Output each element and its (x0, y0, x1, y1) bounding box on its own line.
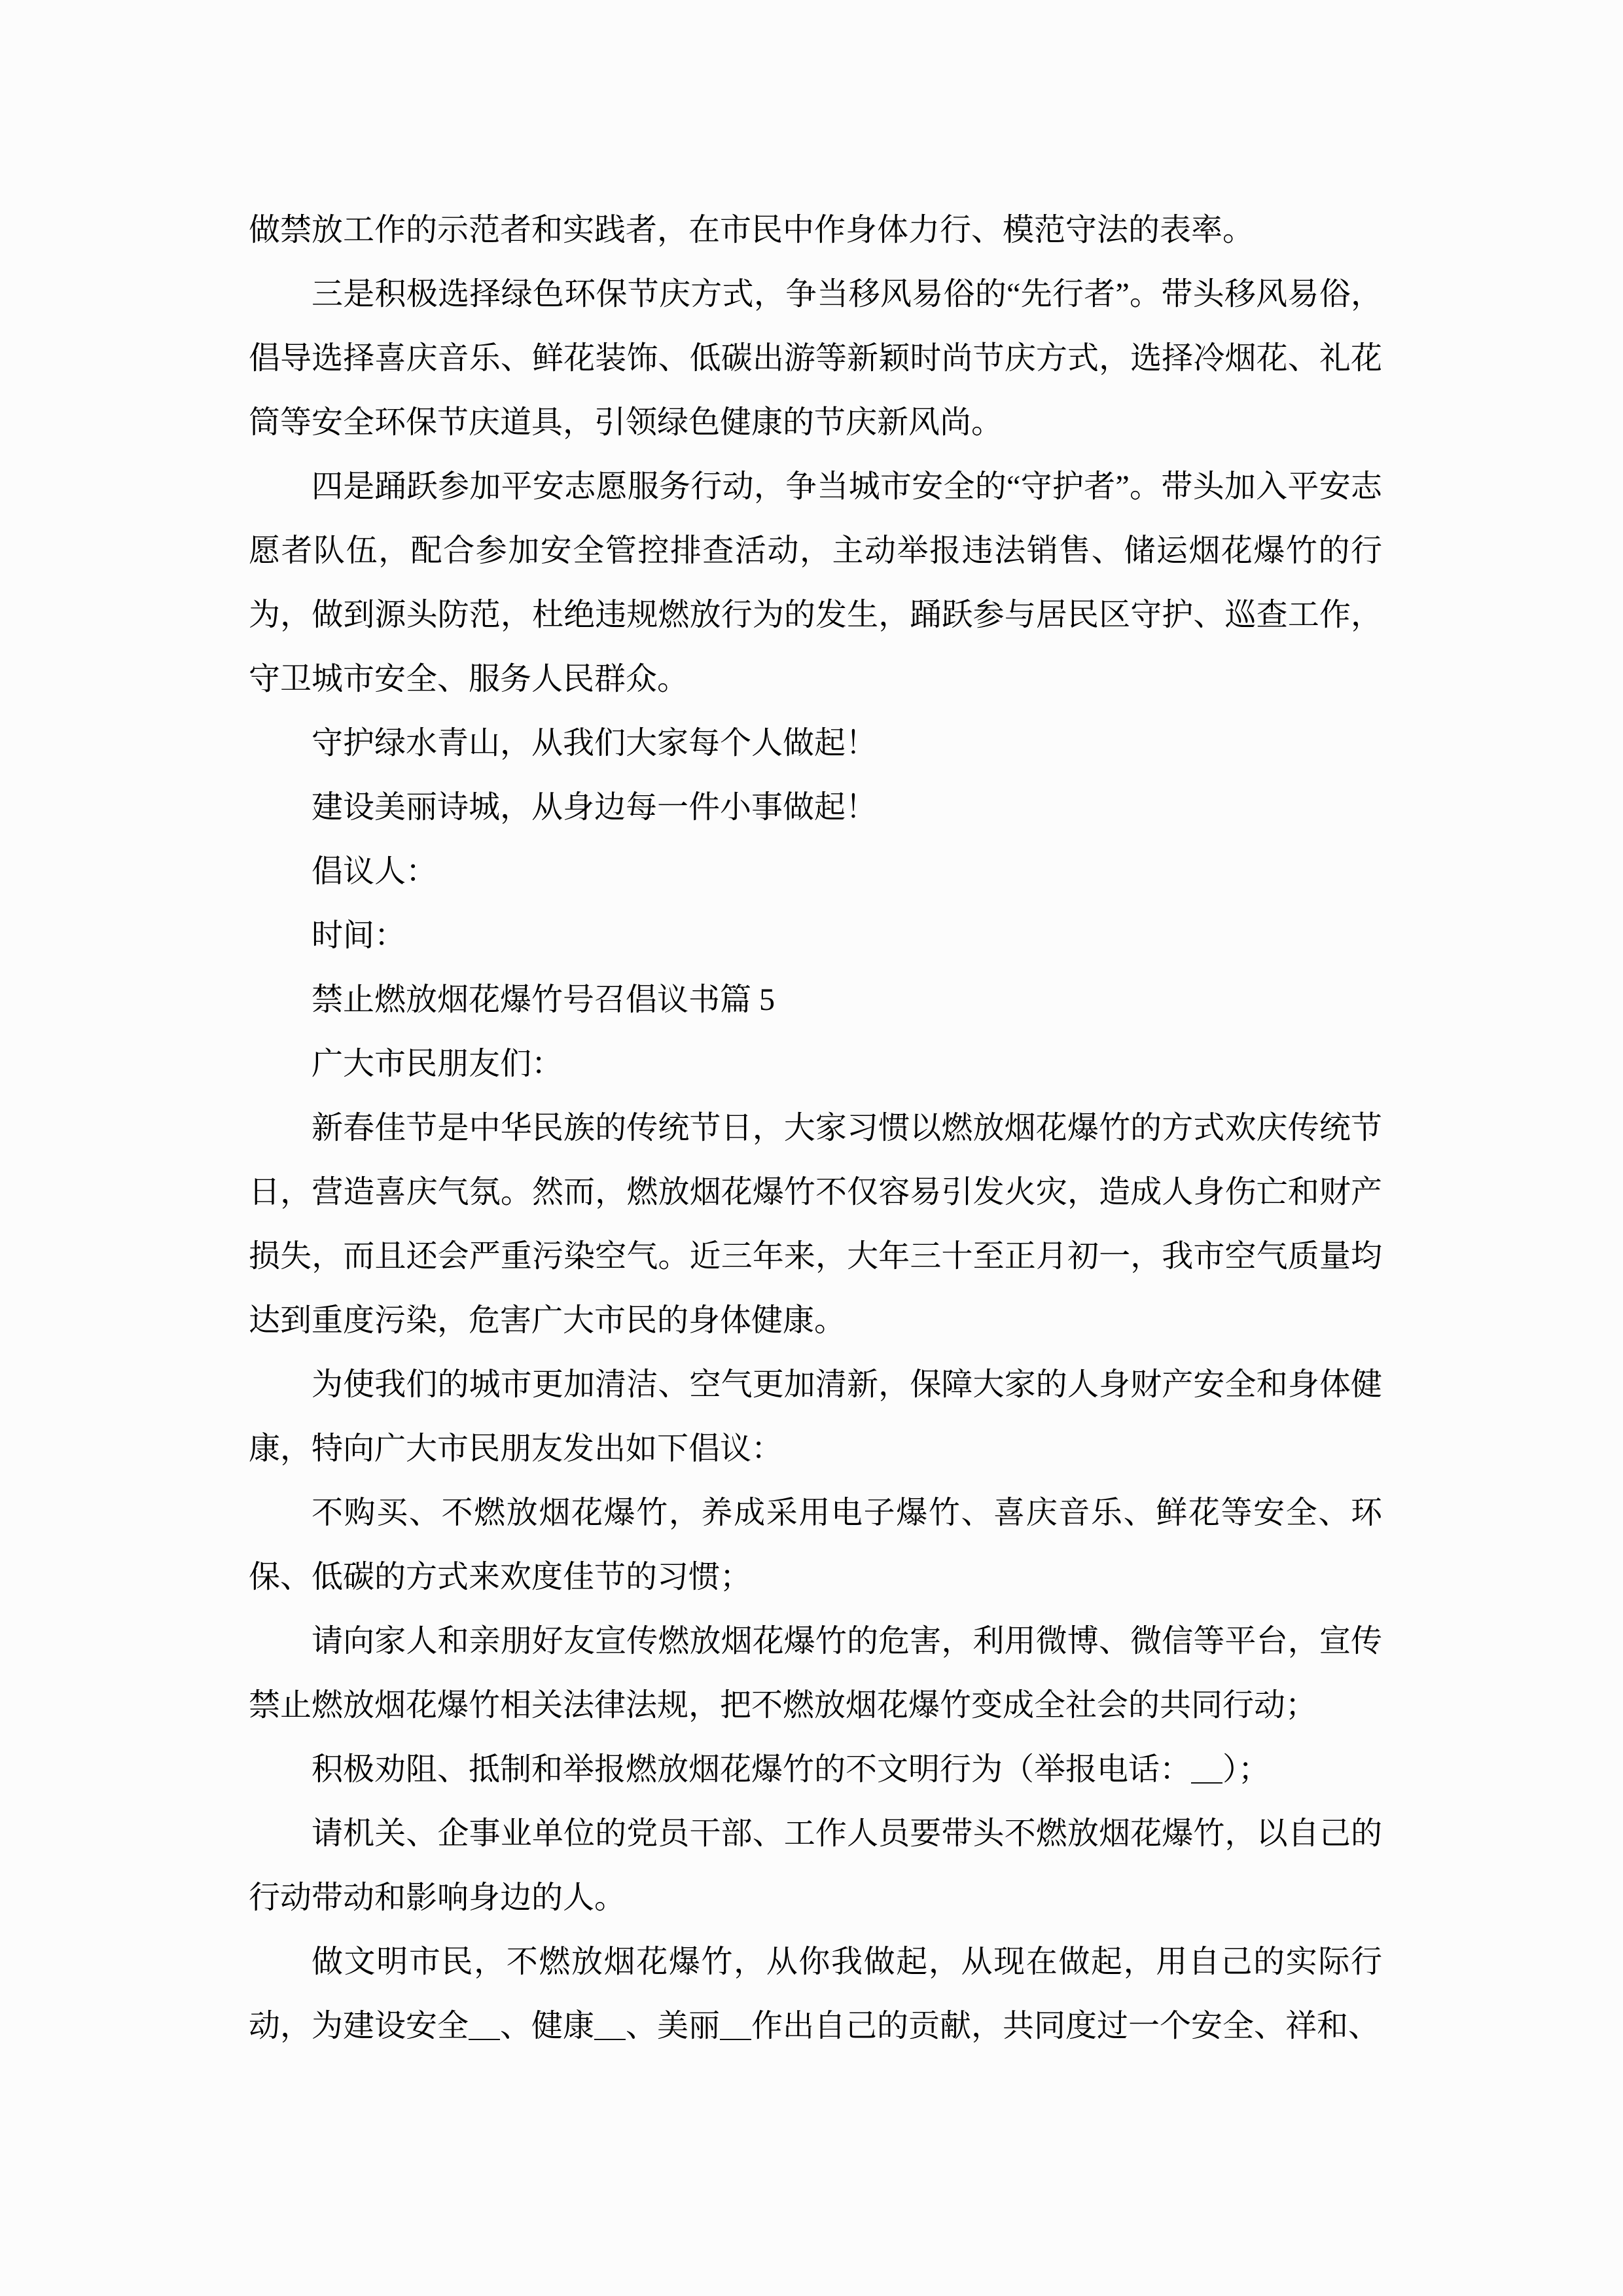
paragraph: 请机关、企事业单位的党员干部、工作人员要带头不燃放烟花爆竹，以自己的行动带动和影响身边的人。 (249, 1816, 1382, 1915)
paragraph-date-label: 时间： (312, 918, 406, 953)
paragraph: 请向家人和亲朋好友宣传燃放烟花爆竹的危害，利用微博、微信等平台，宣传禁止燃放烟花爆竹相关法律法规，把不燃放烟花爆竹变成全社会的共同行动； (249, 1624, 1382, 1723)
paragraph: 建设美丽诗城，从身边每一件小事做起！ (312, 790, 878, 825)
paragraph: 守护绿水青山，从我们大家每个人做起！ (312, 726, 878, 761)
paragraph: 新春佳节是中华民族的传统节日，大家习惯以燃放烟花爆竹的方式欢庆传统节日，营造喜庆气氛。然而，燃放烟花爆竹不仅容易引发火灾，造成人身伤亡和财产损失，而且还会严重污染空气。近三年来，大年三十至正月初一，我市空气质量均达到重度污染，危害广大市民的身体健康。 (249, 1111, 1382, 1338)
paragraph: 四是踊跃参加平安志愿服务行动，争当城市安全的“守护者”。带头加入平安志愿者队伍，配合参加安全管控排查活动，主动举报违法销售、储运烟花爆竹的行为，做到源头防范，杜绝违规燃放行为的发生，踊跃参与居民区守护、巡查工作，守卫城市安全、服务人民群众。 (249, 469, 1382, 696)
paragraph: 积极劝阻、抵制和举报燃放烟花爆竹的不文明行为（举报电话：＿）； (312, 1752, 1270, 1787)
document-text-block (249, 198, 1382, 2058)
paragraph-signer-label: 倡议人： (312, 854, 438, 889)
paragraph: 为使我们的城市更加清洁、空气更加清新，保障大家的人身财产安全和身体健康，特向广大市民朋友发出如下倡议： (249, 1367, 1382, 1466)
paragraph: 不购买、不燃放烟花爆竹，养成采用电子爆竹、喜庆音乐、鲜花等安全、环保、低碳的方式来欢度佳节的习惯； (249, 1496, 1382, 1594)
paragraph: 三是积极选择绿色环保节庆方式，争当移风易俗的“先行者”。带头移风易俗，倡导选择喜庆音乐、鲜花装饰、低碳出游等新颖时尚节庆方式，选择冷烟花、礼花筒等安全环保节庆道具，引领绿色健康的节庆新风尚。 (249, 277, 1382, 440)
paragraph: 做文明市民，不燃放烟花爆竹，从你我做起，从现在做起，用自己的实际行动，为建设安全＿、健康＿、美丽＿作出自己的贡献，共同度过一个安全、祥和、 (249, 1945, 1382, 2043)
paragraph-section-heading: 禁止燃放烟花爆竹号召倡议书篇 5 (312, 982, 776, 1017)
paragraph-salutation: 广大市民朋友们： (312, 1047, 563, 1081)
paragraph: 做禁放工作的示范者和实践者，在市民中作身体力行、模范守法的表率。 (249, 213, 1255, 247)
